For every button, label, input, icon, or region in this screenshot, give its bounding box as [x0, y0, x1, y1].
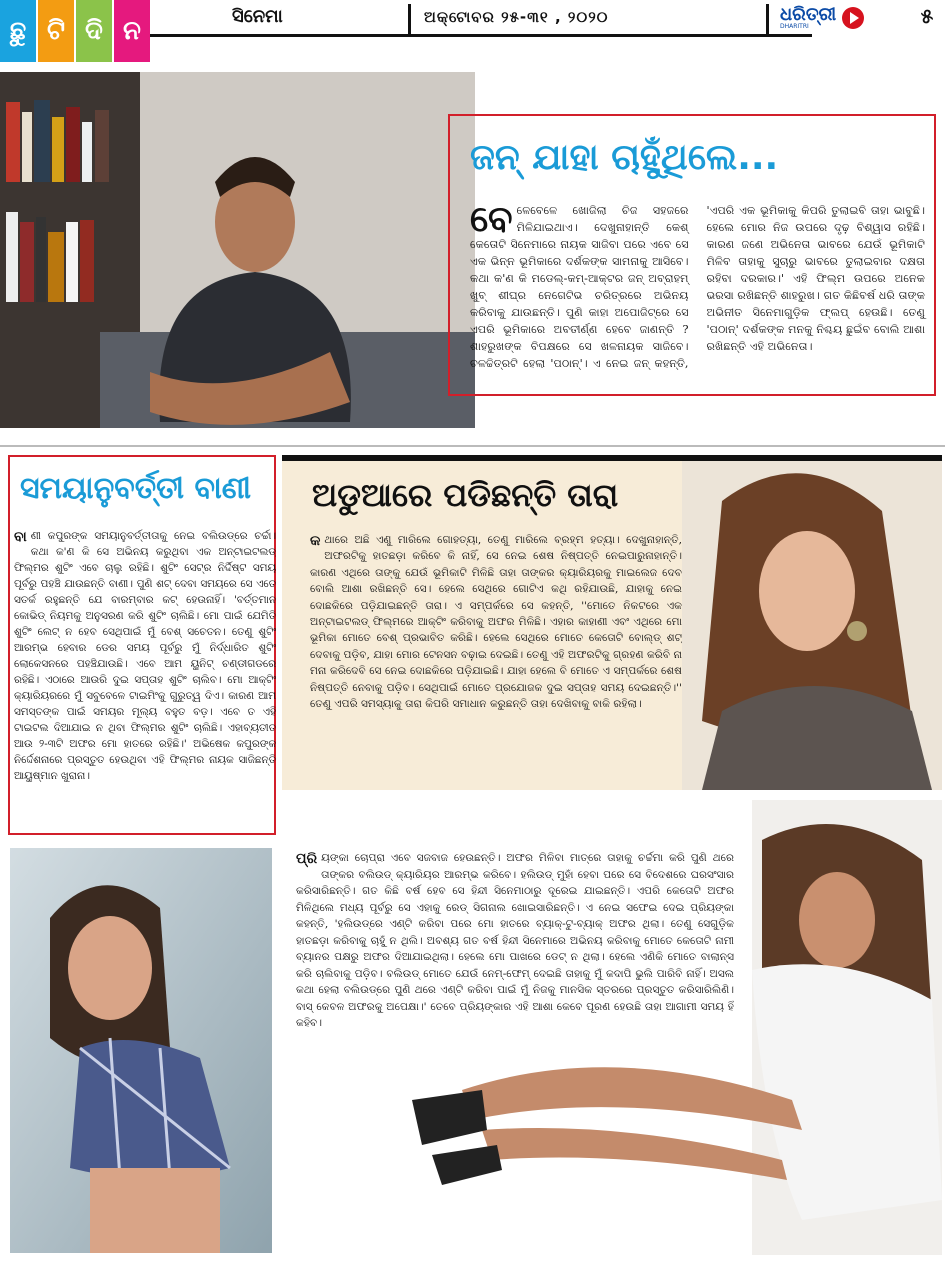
story-text: ଳେବେଳେ ଖୋଜିଲା ଚିଜ ସହଜରେ ମିଳିଯାଇଥାଏ। ଦେଖୁନାହାନ୍ତି କେଶ୍ କେତୋଟି ସିନେମାରେ ନାୟକ ସାଜିବା ପରେ ଏବେ ସେ ଏକ ଭିନ୍ନ ଭୂମିକାରେ ଦର୍ଶକଙ୍କ ସାମନାକୁ ଆସିବେ। କଥା କ'ଣ କି ମଡେଲ୍-କମ୍-ଆକ୍ଟର ଜନ୍ ଅବ୍ରାହମ୍ ଖୁବ୍ ଶୀଘ୍ର ନେଗେଟିଭ ଚରିତ୍ରରେ ଅଭିନୟ କରିବାକୁ ଯାଉଛନ୍ତି। ପୁଣି କାହା ଅପୋଜିଟ୍‌ରେ ସେ ଏପରି ଭୂମିକାରେ ଅବତୀର୍ଣ୍ଣ ହେବେ ଜାଣନ୍ତି ? ଶାହରୁଖଙ୍କ ବିପକ୍ଷରେ ସେ ଖଳନାୟକ ସାଜିବେ। ଚଳଚ୍ଚିତ୍ରଟି ହେଲା 'ପଠାନ୍'। ଏ ନେଇ ଜନ୍ କହନ୍ତି, 'ଏପରି ଏକ ଭୂମିକାକୁ କିପରି ତୁଲାଇବି ତାହା ଭାବୁଛି। ହେଲେ ମୋର ନିଜ ଉପରେ ଦୃଢ଼ ବିଶ୍ୱାସ ରହିଛି। କାରଣ ଜଣେ ଅଭିନେତା ଭାବରେ ଯେଉଁ ଭୂମିକାଟି ମିଳିବ ତାହାକୁ ସୁଚାରୁ ଭାବରେ ତୁଲାଇବାର ଦକ୍ଷତା ରହିବା ଦରକାର।' ଏହି ଫିଲ୍ମ ଉପରେ ଅନେକ ଭରସା ରଖିଛନ୍ତି ଶାହରୁଖ। ଗତ କିଛିବର୍ଷ ଧରି ତାଙ୍କ ଅଭିନୀତ ସିନେମାଗୁଡ଼ିକ ଫ୍ଲପ୍ ହେଉଛି। ତେଣୁ 'ପଠାନ୍' ଦର୍ଶକଙ୍କ ମନକୁ ନିଶ୍ଚୟ ଛୁଇଁବ ବୋଲି ଆଶା ରଖିଛନ୍ତି ଏହି ଅଭିନେତା।: [470, 204, 925, 370]
dropcap: କ: [310, 533, 321, 549]
story-body: [296, 850, 734, 1095]
header-rule: [150, 34, 812, 37]
story-text: ୟଙ୍କା ଚୋପ୍ରା ଏବେ ସଜବାଜ ହେଉଛନ୍ତି। ଅଫର ମିଳିବା ମାତ୍ରେ ତାହାକୁ ଚର୍ଚ୍ଚମା କରି ପୁଣି ଥରେ ତାଙ୍କର ବଲିଉଡ୍ କ୍ୟାରିୟର ଆରମ୍ଭ କରିବେ। ହଲିଉଡ୍ ମୁହାଁ ହେବା ପରେ ସେ ବିଦେଶରେ ଘରସଂସାର କରିସାରିଛନ୍ତି। ଗତ କିଛି ବର୍ଷ ହେବ ସେ ହିନ୍ଦୀ ସିନେମାଠାରୁ ଦୂରେଇ ଯାଇଛନ୍ତି। ଏପରି କେତୋଟି ଅଫର ମିଳିଥିଲେ ମଧ୍ୟ ପୂର୍ବରୁ ସେ ଏହାକୁ ରେଡ୍ ସିଗନାଲ ଖୋଇସାରିଛନ୍ତି। ଏ ନେଇ ସଫେଇ ଦେଇ ପ୍ରିୟଙ୍କା କହନ୍ତି, 'ହଲିଉଡ୍‌ରେ ଏଣ୍ଟି କରିବା ପରେ ମୋ ହାତରେ ବ୍ୟାକ୍-ଟୁ-ବ୍ୟାକ୍ ଅଫର ଥିଲା। ତେଣୁ ସେଗୁଡ଼ିକ ହାତଛଡ଼ା କରିବାକୁ ଚାହୁଁ ନ ଥିଲି। ଅବଶ୍ୟ ଗତ ବର୍ଷ ହିନ୍ଦୀ ସିନେମାରେ ଅଭିନୟ କରିବାକୁ ମୋତେ କେତୋଟି ନାମୀ ବ୍ୟାନର ପକ୍ଷରୁ ଅଫର ଦିଆଯାଇଥିଲା। ହେଲେ ମୋ ପାଖରେ ଡେଟ୍ ନ ଥିଲା। ହେଲେ ଏଣିକି ମୋତେ ବାଲାନ୍ସ କରି ଚାଲିବାକୁ ପଡ଼ିବ। ବଲିଉଡ୍ ମୋତେ ଯେଉଁ ନେମ୍-ଫେମ୍ ଦେଇଛି ତାହାକୁ ମୁଁ କଦାପି ଭୁଲି ପାରିବି ନାହିଁ। ଅସଲ କଥା ହେଲା ବଲିଉଡ୍‌ରେ ପୁଣି ଥରେ ଏଣ୍ଟି କରିବା ପାଇଁ ମୁଁ ନିଜକୁ ମାନସିକ ସ୍ତରରେ ପ୍ରସ୍ତୁତ କରିସାରିଲିଣି। ବାସ୍ କେବଳ ଅଫରକୁ ଅପେକ୍ଷା।' ତେବେ ପ୍ରିୟଙ୍କାର ଏହି ଆଶା କେବେ ପୂରଣ ହେଉଛି ତାହା ଆଗାମୀ ସମୟ ହିଁ କହିବ।: [296, 852, 734, 1029]
newspaper-brand: [780, 2, 890, 34]
logo-letter: ନ: [114, 0, 150, 62]
story-body: [310, 532, 682, 782]
story-title: ସମୟାନୁବର୍ତ୍ତୀ ବାଣୀ: [20, 471, 252, 506]
dropcap: ବା: [14, 529, 27, 545]
masthead-logo: [0, 0, 150, 62]
story-title: ଜନ୍ ଯାହା ଚାହୁଁଥିଲେ...: [470, 137, 779, 178]
story-body: [470, 198, 925, 390]
header-divider: [408, 4, 411, 34]
photo-vaani-kapoor: [10, 848, 272, 1253]
story-text: ଣୀ କପୁରଙ୍କ ସମୟାନୁବର୍ତ୍ତୀତାକୁ ନେଇ ବଲିଉଡ୍‌ରେ ଚର୍ଚ୍ଚା। କଥା କ'ଣ କି ସେ ଅଭିନୟ କରୁଥିବା ଏକ ଅନ୍‌ଟାଇଟଲଡ୍ ଫିଲ୍ମର ଶୁଟିଂ ଏବେ ଚାଲୁ ରହିଛି। ଶୁଟିଂ ସେଟ୍‌ର ନିର୍ଦ୍ଦିଷ୍ଟ ସମୟ ପୂର୍ବରୁ ପହଞ୍ଚି ଯାଉଛନ୍ତି ବାଣୀ। ପୁଣି ଶଟ୍ ଦେବା ସମୟରେ ସେ ଏତେ ସତର୍କ ରହୁଛନ୍ତି ଯେ ବାରମ୍ବାର କଟ୍ ହେଉନାହିଁ। 'ବର୍ତ୍ତମାନ କୋଭିଡ୍ ନିୟମକୁ ଅନୁସରଣ କରି ଶୁଟିଂ ଚାଲିଛି। ମୋ ପାଇଁ ଯେମିତି ଶୁଟିଂ ଲେଟ୍ ନ ହେବ ସେଥିପାଇଁ ମୁଁ ବେଶ୍ ସଚେତନ। ତେଣୁ ଶୁଟିଂ ଆରମ୍ଭ ହେବାର ଡେର ସମୟ ପୂର୍ବରୁ ମୁଁ ନିର୍ଦ୍ଧାରିତ ଶୁଟିଂ ଲୋକେସନରେ ପହଞ୍ଚିଯାଉଛି। ଏବେ ଆମ ୟୁନିଟ୍ ଚଣ୍ଡୀଗଡରେ ରହିଛି। ଏଠାରେ ଆଉରି ଦୁଇ ସପ୍ତାହ ଶୁଟିଂ ଚାଲିବ। ମୋ ଆକ୍ଟିଂ କ୍ୟାରିୟରରେ ମୁଁ ସବୁବେଳେ ଟାଇମିଂକୁ ଗୁରୁତ୍ୱ ଦିଏ। କାରଣ ଆମ ସମସ୍ତଙ୍କ ପାଇଁ ସମୟର ମୂଲ୍ୟ ବହୁତ ବଡ଼। ଏବେ ତ ଏହି ଟାଇଟଲ ଦିଆଯାଇ ନ ଥିବା ଫିଲ୍ମର ଶୁଟିଂ ଚାଲିଛି। ଏହାବ୍ୟତୀତ ଆଉ ୨-୩ଟି ଅଫର ମୋ ହାତରେ ରହିଛି।' ଅଭିଷେକ କପୁରଙ୍କ ନିର୍ଦ୍ଦେଶନାରେ ପ୍ରସ୍ତୁତ ହେଉଥିବା ଏହି ଫିଲ୍ମର ନାୟକ ସାଜିଛନ୍ତି ଆୟୁଷ୍ମାନ ଖୁରାନା।: [14, 530, 276, 782]
dropcap: ବେ: [470, 198, 513, 240]
section-divider: [0, 445, 945, 447]
brand-sub: DHARITRI: [780, 23, 809, 30]
photo-john-abraham: [0, 72, 475, 428]
story-text: ଥାରେ ଅଛି ଏଣୁ ମାରିଲେ ଗୋହତ୍ୟା, ତେଣୁ ମାରିଲେ ବ୍ରହ୍ମ ହତ୍ୟା। ଦେଖୁନାହାନ୍ତି, ଅଫରଟିକୁ ହାତଛଡ଼ା କରିବେ କି ନାହିଁ, ସେ ନେଇ ଶେଷ ନିଷ୍ପତ୍ତି ନେଇପାରୁନାହାନ୍ତି। କାରଣ ଏଥିରେ ତାଙ୍କୁ ଯେଉଁ ଭୂମିକାଟି ମିଳିଛି ତାହା ତାଙ୍କର କ୍ୟାରିୟରକୁ ମାଇଲେଜ ଦେବ ବୋଲି ଆଶା ରଖିଛନ୍ତି ସେ। ହେଲେ ସେଥିରେ ଗୋଟିଏ କଥି ରହିଯାଉଛି, ଯାହାକୁ ନେଇ ଦୋଛକିରେ ପଡ଼ିଯାଇଛନ୍ତି ତାରା। ଏ ସମ୍ପର୍କରେ ସେ କହନ୍ତି, ''ମୋତେ ନିକଟରେ ଏକ ଅନ୍‌ଟାଇଟଲଡ୍ ଫିଲ୍ମରେ ଆକ୍ଟିଂ କରିବାକୁ ଅଫର ମିଳିଛି। ଏହାର କାହାଣୀ ଏବଂ ଏଥିରେ ମୋ ଭୂମିକା ମୋତେ ବେଶ୍ ପ୍ରଭାବିତ କରିଛି। ହେଲେ ସେଥିରେ ମୋତେ କେତୋଟି ବୋଲ୍ଡ୍ ଶଟ୍ ଦେବାକୁ ପଡ଼ିବ, ଯାହା ମୋର ଟେନସନ ବଢ଼ାଇ ଦେଇଛି। ତେଣୁ ଏହି ଅଫରଟିକୁ ଗ୍ରହଣ କରିବି ନା ମନା କରିଦେବି ସେ ନେଇ ଦୋଛକିରେ ପଡ଼ିଯାଇଛି। ଯାହା ହେଲେ ବି ମୋତେ ଏ ସମ୍ପର୍କରେ ଶେଷ ନିଷ୍ପତ୍ତି ନେବାକୁ ପଡ଼ିବ। ସେଥିପାଇଁ ମୋତେ ପ୍ରଯୋଜକ ଦୁଇ ସପ୍ତାହ ସମୟ ଦେଇଛନ୍ତି।'' ତେଣୁ ଏପରି ସମସ୍ୟାକୁ ତାରା କିପରି ସମାଧାନ କରୁଛନ୍ତି ତାହା ଦେଖିବାକୁ ବାକି ରହିଲା।: [310, 534, 682, 711]
brand-name: ଧରିତ୍ରୀ: [780, 4, 837, 25]
photo-tara-sutaria: [682, 461, 942, 790]
issue-date: ଅକ୍ଟୋବର ୨୫-୩୧ , ୨୦୨୦: [424, 8, 609, 26]
logo-letter: ଟି: [38, 0, 74, 62]
logo-letter: ଛୁ: [0, 0, 36, 62]
story-body: [14, 528, 276, 838]
logo-letter: ଦି: [76, 0, 112, 62]
page-number: ୫: [920, 4, 934, 28]
story-title: ଅଡୁଆରେ ପଡିଛନ୍ତି ତାରା: [312, 476, 619, 514]
section-name: ସିନେମା: [232, 6, 283, 27]
dropcap: ପ୍ରି: [296, 851, 318, 867]
header-divider: [766, 4, 769, 34]
play-circle-icon: [842, 7, 864, 29]
